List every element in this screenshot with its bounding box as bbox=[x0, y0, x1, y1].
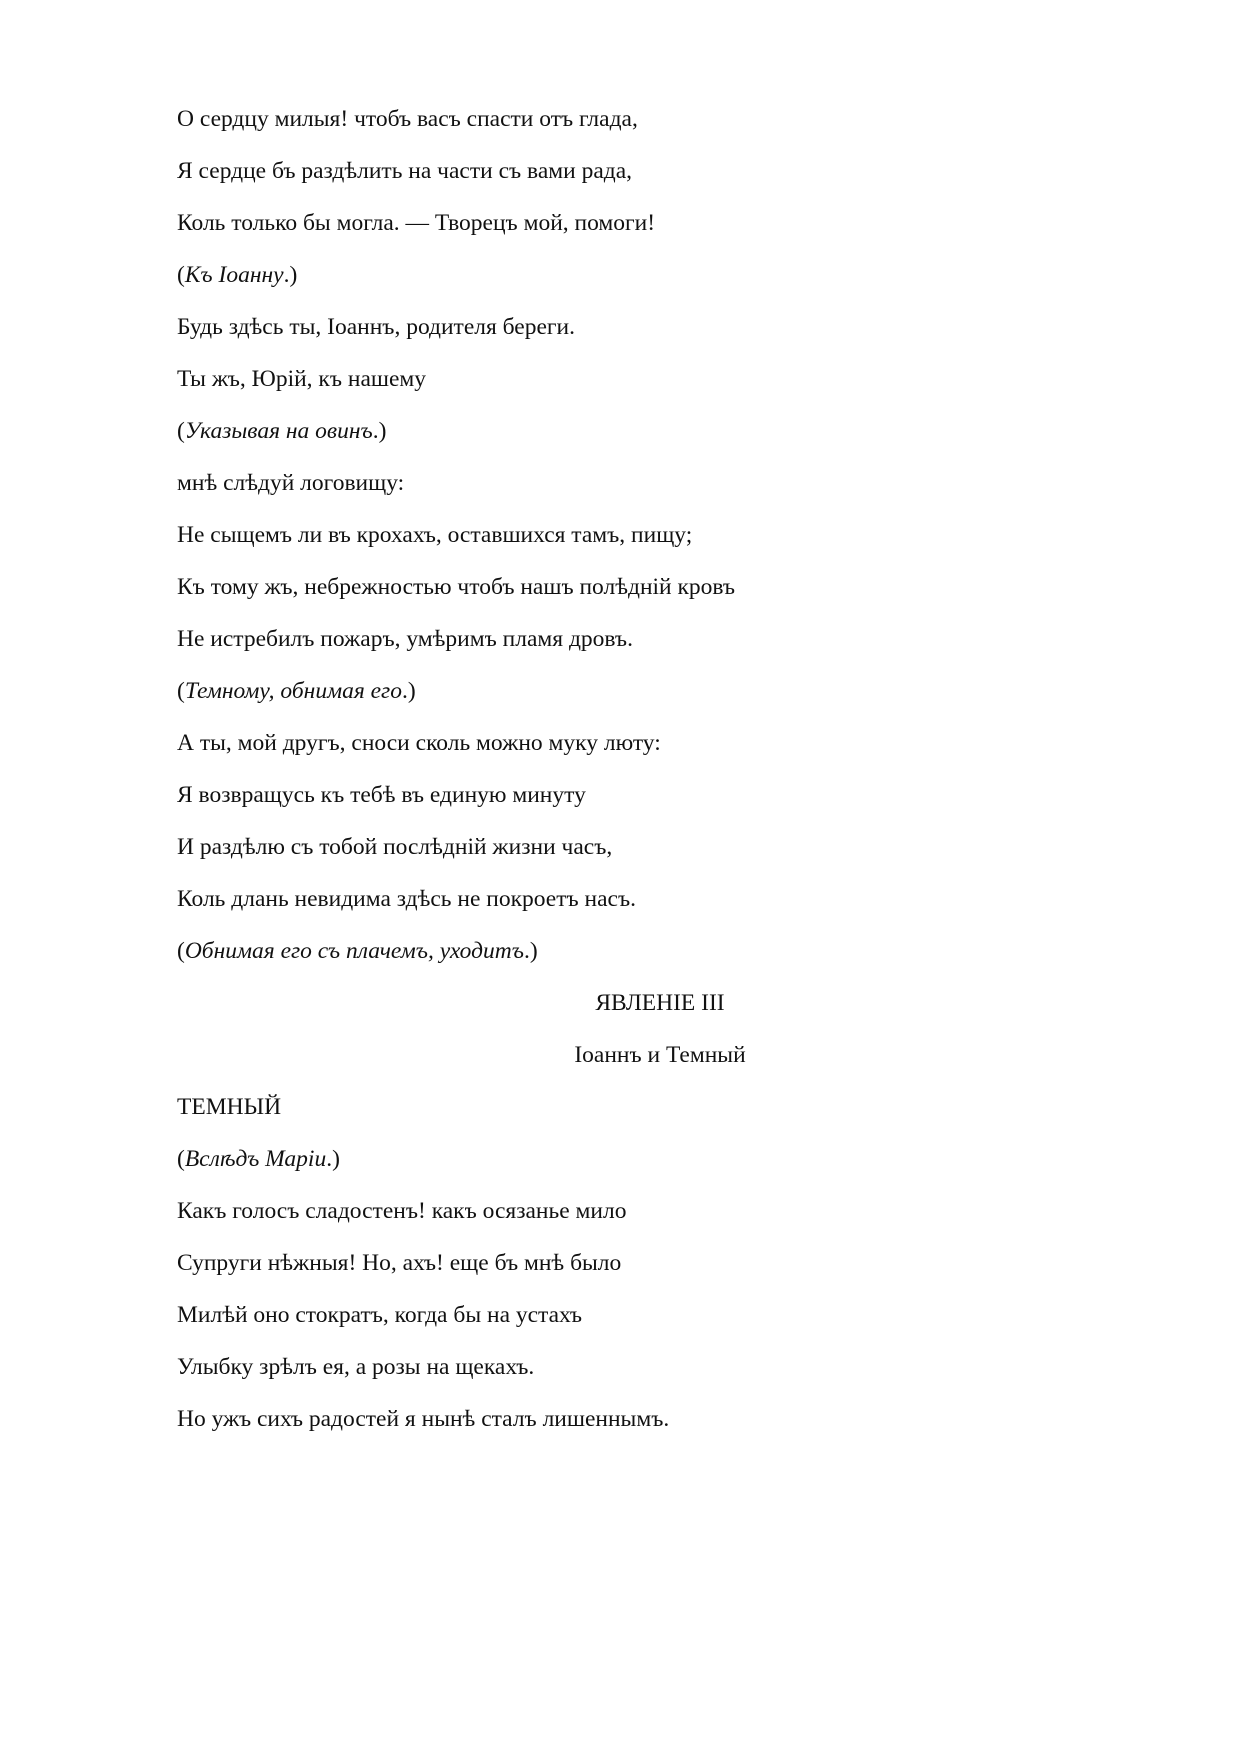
verse-line: Будь здѣсь ты, Іоаннъ, родителя береги. bbox=[177, 314, 576, 340]
verse-line: Я сердце бъ раздѣлить на части съ вами рада, bbox=[177, 158, 633, 184]
verse-line: Супруги нѣжныя! Но, ахъ! еще бъ мнѣ было bbox=[177, 1250, 622, 1276]
speaker-name: ТЕМНЫЙ bbox=[177, 1094, 282, 1120]
verse-line: Ты жъ, Юрій, къ нашему bbox=[177, 366, 427, 392]
stage-direction-text: Вслѣдъ Марiи bbox=[184, 1146, 327, 1172]
stage-direction-text: Обнимая его съ плачемъ, уходитъ bbox=[184, 938, 524, 964]
stage-direction: (Указывая на овинъ.) bbox=[177, 418, 387, 444]
verse-line: Къ тому жъ, небрежностью чтобъ нашъ полѣднiй кровъ bbox=[177, 574, 736, 600]
verse-line: Но ужъ сихъ радостей я нынѣ сталъ лишеннымъ. bbox=[177, 1406, 670, 1432]
verse-line: Не истребилъ пожаръ, умѣримъ пламя дровъ. bbox=[177, 626, 633, 652]
verse-line: Я возвращусь къ тебѣ въ единую минуту bbox=[177, 782, 586, 808]
verse-line: Не сыщемъ ли въ крохахъ, оставшихся тамъ, пищу; bbox=[177, 522, 693, 548]
verse-line: А ты, мой другъ, сноси сколь можно муку люту: bbox=[177, 730, 661, 756]
verse-line: И раздѣлю съ тобой послѣднiй жизни часъ, bbox=[177, 834, 613, 860]
stage-direction-text: Къ Іоанну bbox=[184, 262, 284, 288]
verse-line: О сердцу милыя! чтобъ васъ спасти отъ глада, bbox=[177, 106, 638, 132]
stage-direction: (Обнимая его съ плачемъ, уходитъ.) bbox=[177, 938, 538, 964]
stage-direction: (Вслѣдъ Марiи.) bbox=[177, 1146, 340, 1172]
verse-line: Милѣй оно стократъ, когда бы на устахъ bbox=[177, 1302, 583, 1328]
stage-direction-text: Указывая на овинъ bbox=[184, 418, 373, 444]
verse-line: Улыбку зрѣлъ ея, а розы на щекахъ. bbox=[177, 1354, 535, 1380]
verse-line: Коль только бы могла. — Творецъ мой, помоги! bbox=[177, 210, 656, 236]
stage-direction-text: Темному, обнимая его bbox=[184, 678, 402, 704]
verse-line: Какъ голосъ сладостенъ! какъ осязанье мило bbox=[177, 1198, 627, 1224]
stage-direction: (Темному, обнимая его.) bbox=[177, 678, 416, 704]
verse-line: Коль длань невидима здѣсь не покроетъ насъ. bbox=[177, 886, 636, 912]
scene-characters: Іоаннъ и Темный bbox=[574, 1042, 746, 1068]
scene-heading: ЯВЛЕНIЕ III bbox=[595, 990, 725, 1016]
verse-line: мнѣ слѣдуй логовищу: bbox=[177, 470, 405, 496]
stage-direction: (Къ Іоанну.) bbox=[177, 262, 298, 288]
